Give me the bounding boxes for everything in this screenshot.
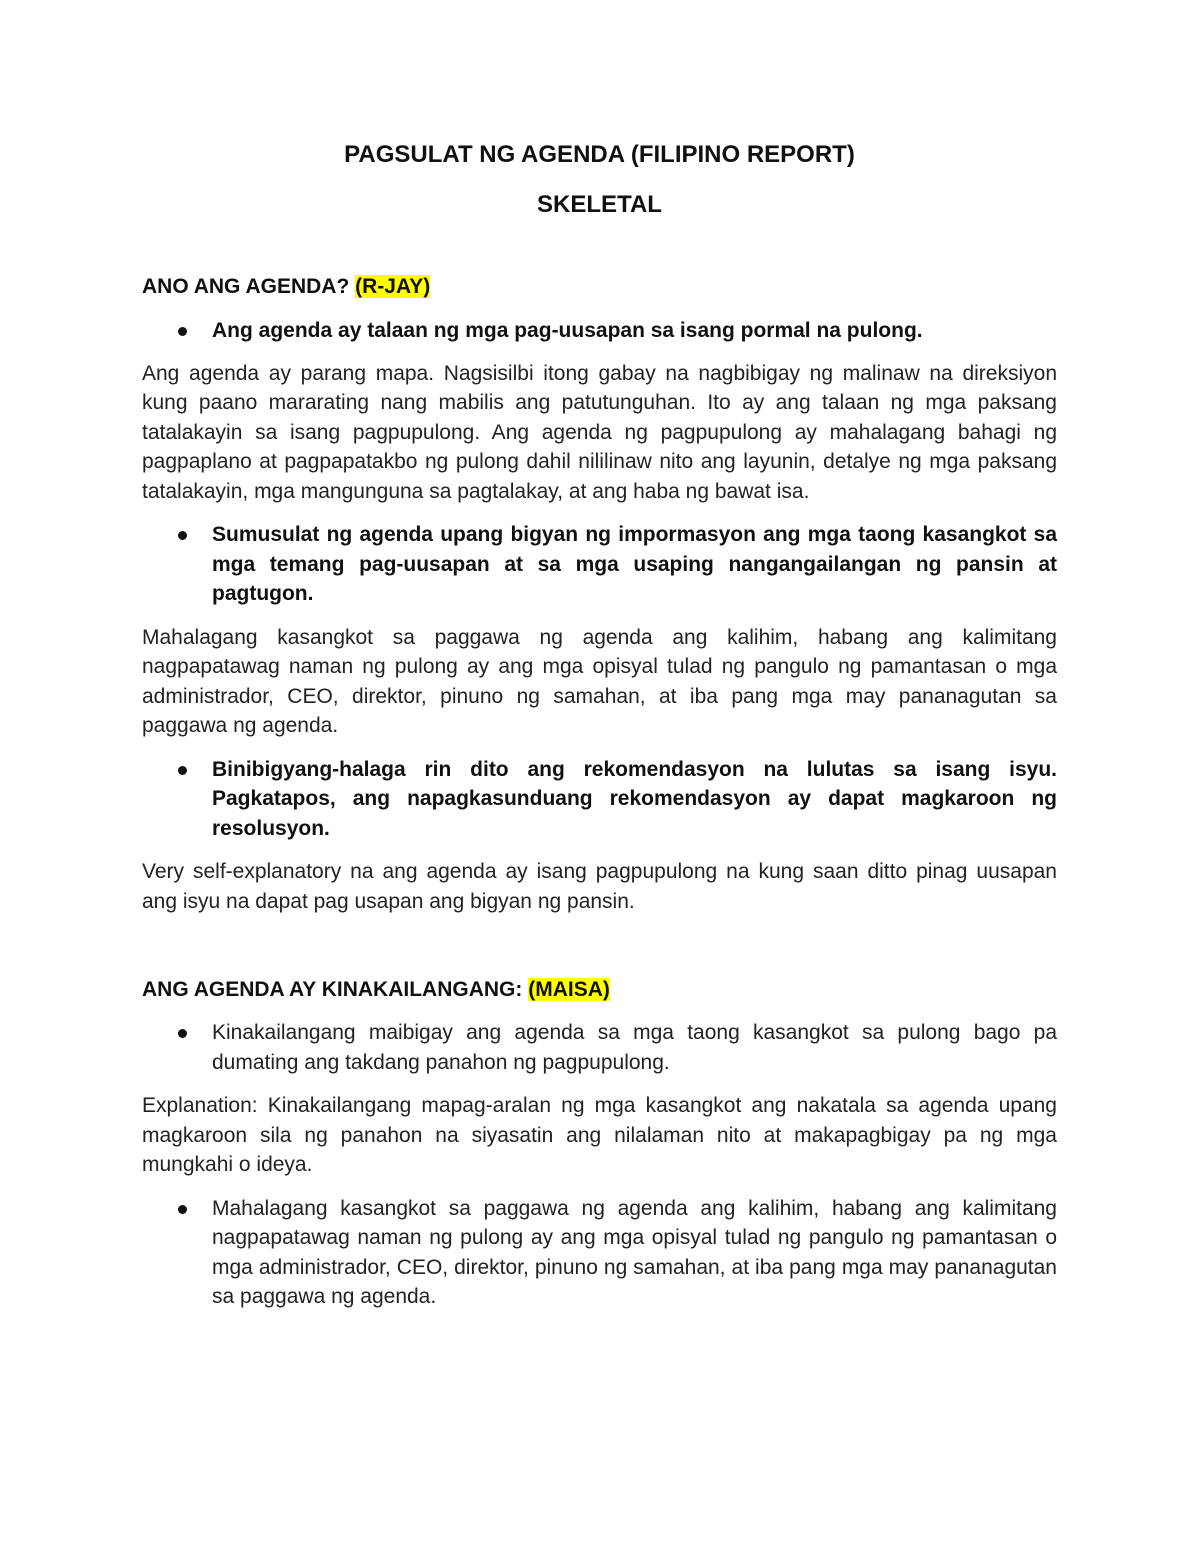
paragraph: Explanation: Kinakailangang mapag-aralan ng mga kasangkot ang nakatala sa agenda upang magkaroon sila ng panahon na siyasatin ang nilalaman nito at makapagbigay pa ng mga mungkahi o ideya. bbox=[142, 1094, 1057, 1176]
list-item bbox=[142, 1194, 1057, 1312]
paragraph: Ang agenda ay parang mapa. Nagsisilbi itong gabay na nagbibigay ng malinaw na direksiyon kung paano mararating nang mabilis ang patutunguhan. Ito ay ang talaan ng mga paksang tatalakayin sa isang pagpupulong. Ang agenda ng pagpupulong ay mahalagang bahagi ng pagpaplano at pagpapatakbo ng pulong dahil nililinaw nito ang layunin, detalye ng mga paksang tatalakayin, mga mangunguna sa pagtalakay, at ang haba ng bawat isa. bbox=[142, 361, 1057, 503]
document-subtitle: SKELETAL bbox=[537, 191, 662, 218]
list-item bbox=[142, 520, 1057, 609]
bullet-dot-icon bbox=[178, 1205, 187, 1214]
bullet-list bbox=[142, 316, 1057, 346]
bullet-dot-icon bbox=[178, 327, 187, 336]
paragraph: Very self-explanatory na ang agenda ay isang pagpupulong na kung saan ditto pinag uusapan ang isyu na dapat pag usapan ang bigyan ng pansin. bbox=[142, 860, 1057, 913]
bullet-dot-icon bbox=[178, 531, 187, 540]
list-item bbox=[142, 1018, 1057, 1077]
bullet-dot-icon bbox=[178, 1029, 187, 1038]
document-title: PAGSULAT NG AGENDA (FILIPINO REPORT) bbox=[344, 141, 855, 168]
document-page bbox=[142, 140, 1057, 1312]
list-item-text: Binibigyang-halaga rin dito ang rekomendasyon na lulutas sa isang isyu. Pagkatapos, ang napagkasunduang rekomendasyon ay dapat magkaroon ng resolusyon. bbox=[212, 757, 1057, 840]
list-item bbox=[142, 755, 1057, 844]
paragraph: Mahalagang kasangkot sa paggawa ng agenda ang kalihim, habang ang kalimitang nagpapatawag naman ng pulong ay ang mga opisyal tulad ng pangulo ng pamantasan o mga administrador, CEO, direktor, pinuno ng samahan, at iba pang mga may pananagutan sa paggawa ng agenda. bbox=[142, 625, 1057, 737]
bullet-list bbox=[142, 1194, 1057, 1312]
bullet-dot-icon bbox=[178, 766, 187, 775]
reporter-highlight: (R-JAY) bbox=[355, 275, 431, 298]
bullet-list bbox=[142, 755, 1057, 844]
section-ano-ang-agenda bbox=[142, 273, 1057, 916]
list-item-text: Sumusulat ng agenda upang bigyan ng impormasyon ang mga taong kasangkot sa mga temang pag-uusapan at sa mga usaping nangangailangan ng pansin at pagtugon. bbox=[212, 523, 1057, 605]
bullet-list bbox=[142, 520, 1057, 609]
list-item-text: Ang agenda ay talaan ng mga pag-uusapan sa isang pormal na pulong. bbox=[212, 319, 923, 342]
section-heading-text: ANG AGENDA AY KINAKAILANGANG: bbox=[142, 978, 523, 1001]
section-heading bbox=[142, 976, 1057, 1004]
section-heading bbox=[142, 273, 1057, 301]
section-kinakailangang bbox=[142, 976, 1057, 1312]
list-item-text: Mahalagang kasangkot sa paggawa ng agenda ang kalihim, habang ang kalimitang nagpapatawag naman ng pulong ay ang mga opisyal tulad ng pangulo ng pamantasan o mga administrador, CEO, direktor, pinuno ng samahan, at iba pang mga may pananagutan sa paggawa ng agenda. bbox=[212, 1196, 1057, 1308]
reporter-highlight: (MAISA) bbox=[528, 978, 610, 1001]
list-item-text: Kinakailangang maibigay ang agenda sa mga taong kasangkot sa pulong bago pa dumating ang takdang panahon ng pagpupulong. bbox=[212, 1021, 1057, 1074]
bullet-list bbox=[142, 1018, 1057, 1077]
section-heading-text: ANO ANG AGENDA? bbox=[142, 275, 350, 298]
list-item bbox=[142, 316, 1057, 346]
